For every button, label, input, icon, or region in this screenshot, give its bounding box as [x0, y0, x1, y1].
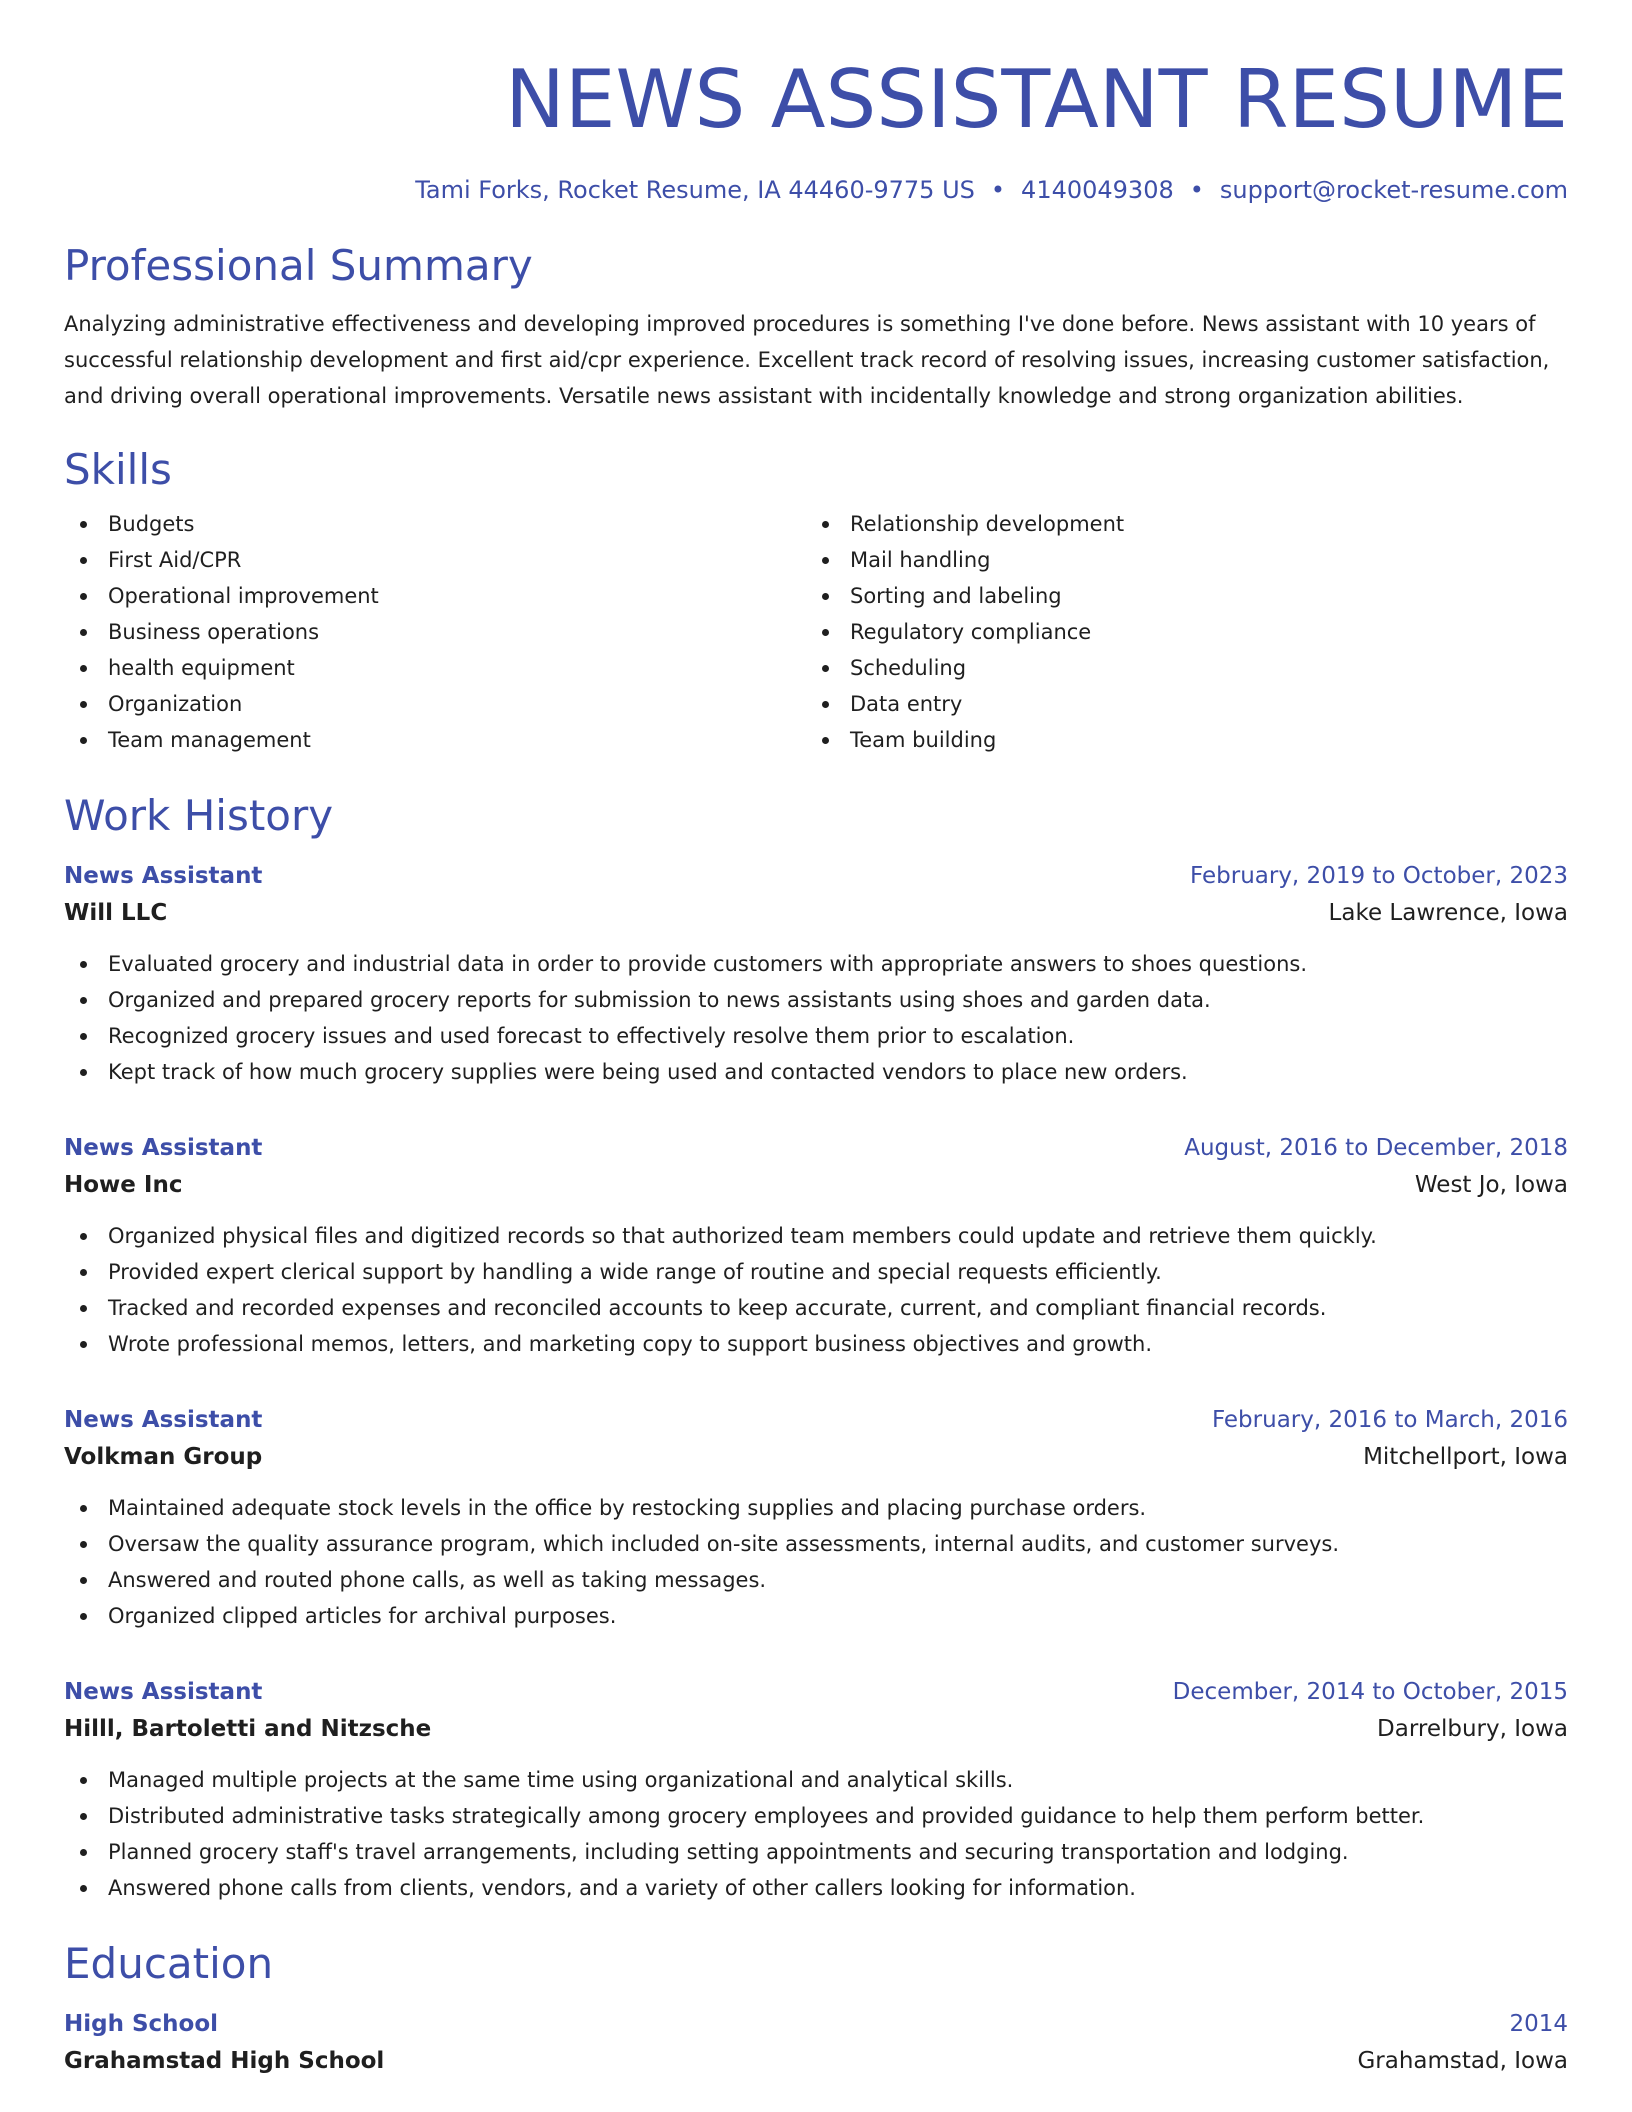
- bullet-icon: [80, 521, 87, 528]
- bullet-icon: [80, 1541, 87, 1548]
- education-subheader: [64, 2042, 1568, 2080]
- skill-item: [806, 614, 1548, 650]
- job-company: Will LLC: [64, 900, 168, 926]
- skill-item: [64, 578, 806, 614]
- duty-text: Oversaw the quality assurance program, which included on-site assessments, internal audits, and customer surveys.: [108, 1532, 1340, 1556]
- bullet-icon: [80, 557, 87, 564]
- duty-text: Tracked and recorded expenses and reconciled accounts to keep accurate, current, and compliant financial records.: [108, 1296, 1327, 1320]
- skill-item: [806, 650, 1548, 686]
- skill-label: Budgets: [108, 512, 195, 536]
- bullet-icon: [80, 1233, 87, 1240]
- job-duty: [64, 1762, 1568, 1798]
- bullet-icon: [80, 629, 87, 636]
- job-entry: [64, 858, 1568, 1090]
- skills-column-right: [806, 506, 1548, 758]
- duty-text: Recognized grocery issues and used forecast to effectively resolve them prior to escalation.: [108, 1024, 1075, 1048]
- skill-label: Data entry: [850, 692, 963, 716]
- duty-text: Planned grocery staff's travel arrangements, including setting appointments and securing transportation and lodging.: [108, 1840, 1349, 1864]
- skill-item: [806, 506, 1548, 542]
- bullet-icon: [80, 1305, 87, 1312]
- summary-text: Analyzing administrative effectiveness and developing improved procedures is something I've done before. News assistant with 10 years of successful relationship development and first aid/cpr experience. Excellent track record of resolving issues, increasing customer satisfaction, and driving overall operational improvements. Versatile news assistant with incidentally knowledge and strong organization abilities.: [64, 312, 1550, 408]
- job-entry: [64, 1402, 1568, 1634]
- skills-heading: Skills: [64, 445, 172, 494]
- job-duties: [64, 1490, 1568, 1634]
- bullet-icon: [80, 737, 87, 744]
- job-location: Mitchellport, Iowa: [1363, 1444, 1568, 1470]
- duty-text: Organized physical files and digitized records so that authorized team members could update and retrieve them quickly.: [108, 1224, 1377, 1248]
- bullet-icon: [822, 629, 829, 636]
- job-duties: [64, 946, 1568, 1090]
- job-duty: [64, 1254, 1568, 1290]
- duty-text: Wrote professional memos, letters, and marketing copy to support business objectives and growth.: [108, 1332, 1153, 1356]
- job-duty: [64, 1054, 1568, 1090]
- bullet-icon: [80, 665, 87, 672]
- bullet-icon: [80, 1069, 87, 1076]
- job-role: News Assistant: [64, 863, 263, 889]
- job-dates: August, 2016 to December, 2018: [1184, 1135, 1568, 1161]
- duty-text: Kept track of how much grocery supplies were being used and contacted vendors to place new orders.: [108, 1060, 1188, 1084]
- education-school: Grahamstad High School: [64, 2048, 385, 2074]
- skill-item: [806, 578, 1548, 614]
- work-history-heading: Work History: [64, 791, 334, 840]
- skill-label: Organization: [108, 692, 243, 716]
- contact-separator: •: [1189, 176, 1204, 204]
- job-duty: [64, 1834, 1568, 1870]
- skill-label: Team building: [850, 728, 997, 752]
- job-duty: [64, 1798, 1568, 1834]
- bullet-icon: [822, 557, 829, 564]
- duty-text: Answered and routed phone calls, as well as taking messages.: [108, 1568, 767, 1592]
- job-duty: [64, 1598, 1568, 1634]
- job-entry: [64, 1674, 1568, 1906]
- job-duty: [64, 946, 1568, 982]
- bullet-icon: [822, 593, 829, 600]
- job-company: Howe Inc: [64, 1172, 183, 1198]
- job-duty: [64, 1526, 1568, 1562]
- skill-label: Operational improvement: [108, 584, 379, 608]
- skill-item: [806, 686, 1548, 722]
- bullet-icon: [822, 737, 829, 744]
- skill-item: [806, 722, 1548, 758]
- job-header: [64, 1130, 1568, 1166]
- job-duty: [64, 1018, 1568, 1054]
- resume-title: NEWS ASSISTANT RESUME: [505, 53, 1568, 146]
- bullet-icon: [80, 1849, 87, 1856]
- skill-item: [64, 650, 806, 686]
- bullet-icon: [80, 1813, 87, 1820]
- education-header: [64, 2006, 1568, 2042]
- job-location: Lake Lawrence, Iowa: [1328, 900, 1568, 926]
- job-role: News Assistant: [64, 1407, 263, 1433]
- bullet-icon: [80, 961, 87, 968]
- education-degree: High School: [64, 2011, 219, 2037]
- skill-label: Mail handling: [850, 548, 991, 572]
- job-subheader: [64, 1710, 1568, 1748]
- bullet-icon: [822, 665, 829, 672]
- job-header: [64, 858, 1568, 894]
- bullet-icon: [80, 1033, 87, 1040]
- education-location: Grahamstad, Iowa: [1357, 2048, 1568, 2074]
- skill-label: First Aid/CPR: [108, 548, 242, 572]
- skill-item: [64, 686, 806, 722]
- skill-item: [64, 542, 806, 578]
- duty-text: Managed multiple projects at the same time using organizational and analytical skills.: [108, 1768, 1014, 1792]
- education-entry: [64, 2006, 1568, 2080]
- skills-column-left: [64, 506, 806, 758]
- skill-label: Sorting and labeling: [850, 584, 1062, 608]
- job-duty: [64, 1490, 1568, 1526]
- contact-separator: •: [990, 176, 1006, 204]
- bullet-icon: [822, 521, 829, 528]
- job-header: [64, 1402, 1568, 1438]
- duty-text: Provided expert clerical support by handling a wide range of routine and special requests efficiently.: [108, 1260, 1162, 1284]
- contact-email[interactable]: support@rocket-resume.com: [1219, 176, 1568, 204]
- job-dates: February, 2019 to October, 2023: [1190, 863, 1568, 889]
- job-company: Volkman Group: [64, 1444, 263, 1470]
- contact-address: Tami Forks, Rocket Resume, IA 44460-9775 US: [415, 176, 975, 204]
- duty-text: Organized and prepared grocery reports for submission to news assistants using shoes and garden data.: [108, 988, 1211, 1012]
- skill-label: Business operations: [108, 620, 320, 644]
- job-location: West Jo, Iowa: [1414, 1172, 1568, 1198]
- skill-label: Regulatory compliance: [850, 620, 1092, 644]
- bullet-icon: [80, 997, 87, 1004]
- job-role: News Assistant: [64, 1679, 263, 1705]
- job-entry: [64, 1130, 1568, 1362]
- job-subheader: [64, 1166, 1568, 1204]
- job-header: [64, 1674, 1568, 1710]
- job-duty: [64, 982, 1568, 1018]
- duty-text: Distributed administrative tasks strategically among grocery employees and provided guidance to help them perform better.: [108, 1804, 1425, 1828]
- education-year: 2014: [1509, 2011, 1568, 2037]
- summary-heading: Professional Summary: [64, 241, 533, 290]
- skill-label: Relationship development: [850, 512, 1125, 536]
- skill-label: health equipment: [108, 656, 295, 680]
- duty-text: Organized clipped articles for archival purposes.: [108, 1604, 617, 1628]
- bullet-icon: [80, 1341, 87, 1348]
- job-duties: [64, 1218, 1568, 1362]
- bullet-icon: [80, 1269, 87, 1276]
- bullet-icon: [80, 1577, 87, 1584]
- job-duty: [64, 1326, 1568, 1362]
- job-role: News Assistant: [64, 1135, 263, 1161]
- skill-item: [64, 506, 806, 542]
- duty-text: Maintained adequate stock levels in the office by restocking supplies and placing purchase orders.: [108, 1496, 1147, 1520]
- bullet-icon: [80, 1885, 87, 1892]
- duty-text: Answered phone calls from clients, vendors, and a variety of other callers looking for information.: [108, 1876, 1136, 1900]
- bullet-icon: [80, 593, 87, 600]
- education-heading: Education: [64, 1939, 274, 1988]
- bullet-icon: [80, 701, 87, 708]
- duty-text: Evaluated grocery and industrial data in order to provide customers with appropriate answers to shoes questions.: [108, 952, 1308, 976]
- job-duty: [64, 1870, 1568, 1906]
- bullet-icon: [80, 1505, 87, 1512]
- job-location: Darrelbury, Iowa: [1377, 1716, 1568, 1742]
- skill-item: [64, 722, 806, 758]
- bullet-icon: [80, 1777, 87, 1784]
- contact-line: [64, 174, 1568, 206]
- job-duty: [64, 1218, 1568, 1254]
- contact-phone[interactable]: 4140049308: [1021, 176, 1174, 204]
- job-duty: [64, 1290, 1568, 1326]
- job-dates: December, 2014 to October, 2015: [1172, 1679, 1568, 1705]
- job-subheader: [64, 894, 1568, 932]
- job-dates: February, 2016 to March, 2016: [1211, 1407, 1568, 1433]
- skill-label: Team management: [108, 728, 311, 752]
- job-subheader: [64, 1438, 1568, 1476]
- bullet-icon: [80, 1613, 87, 1620]
- job-duty: [64, 1562, 1568, 1598]
- skill-label: Scheduling: [850, 656, 967, 680]
- bullet-icon: [822, 701, 829, 708]
- job-company: Hilll, Bartoletti and Nitzsche: [64, 1716, 432, 1742]
- skill-item: [806, 542, 1548, 578]
- job-duties: [64, 1762, 1568, 1906]
- skills-grid: [64, 506, 1568, 758]
- skill-item: [64, 614, 806, 650]
